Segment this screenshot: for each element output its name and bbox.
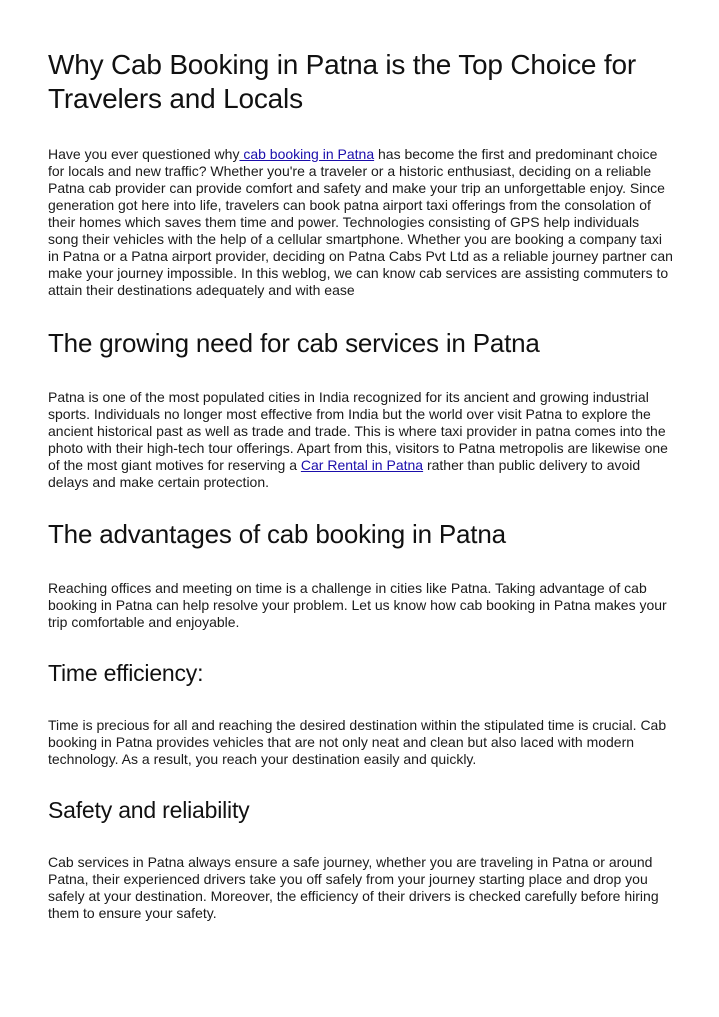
car-rental-link[interactable]: Car Rental in Patna bbox=[300, 457, 424, 473]
intro-paragraph bbox=[48, 146, 673, 299]
section-heading-safety: Safety and reliability bbox=[48, 797, 250, 823]
cab-booking-link[interactable]: cab booking in Patna bbox=[239, 146, 375, 162]
section-heading-growing-need: The growing need for cab services in Patna bbox=[48, 328, 540, 358]
section-heading-advantages: The advantages of cab booking in Patna bbox=[48, 519, 506, 549]
section-heading-time-efficiency: Time efficiency: bbox=[48, 660, 204, 686]
intro-text-after: has become the first and predominant choice for locals and new traffic? Whether you're a traveler or a historic enthusiast, deciding on a reliable Patna cab provider can provide comfort and safety and make your trip an unforgettable enjoy. Since generation got here into life, travelers can book patna airport taxi offerings from the consolation of their homes which saves them time and power. Technologies consisting of GPS help individuals song their vehicles with the help of a cellular smartphone. Whether you are booking a company taxi in Patna or a Patna airport provider, deciding on Patna Cabs Pvt Ltd as a reliable journey partner can make your journey impossible. In this weblog, we can know cab services are assisting commuters to attain their destinations adequately and with ease bbox=[48, 146, 673, 298]
growing-need-paragraph bbox=[48, 389, 673, 491]
growing-need-text-before: Patna is one of the most populated cities in India recognized for its ancient and growing industrial sports. Individuals no longer most effective from India but the world over visit Patna to explore the ancient historical past as well as trade and trade. This is where taxi provider in patna comes into the photo with their high-tech tour offerings. Apart from this, visitors to Patna metropolis are likewise one of the most giant motives for reserving a bbox=[48, 389, 668, 473]
safety-paragraph: Cab services in Patna always ensure a safe journey, whether you are traveling in Patna or around Patna, their experienced drivers take you off safely from your journey starting place and drop you safely at your destination. Moreover, the efficiency of their drivers is checked carefully before hiring them to ensure your safety. bbox=[48, 854, 659, 921]
page-title: Why Cab Booking in Patna is the Top Choice for Travelers and Locals bbox=[48, 49, 636, 114]
intro-text-before: Have you ever questioned why bbox=[48, 146, 240, 162]
time-efficiency-paragraph: Time is precious for all and reaching the desired destination within the stipulated time is crucial. Cab booking in Patna provides vehicles that are not only neat and clean but also laced with modern technology. As a result, you reach your destination easily and quickly. bbox=[48, 717, 667, 767]
growing-need-text-after: rather than public delivery to avoid delays and make certain protection. bbox=[48, 457, 641, 490]
advantages-paragraph: Reaching offices and meeting on time is a challenge in cities like Patna. Taking advantage of cab booking in Patna can help resolve your problem. Let us know how cab booking in Patna makes your trip comfortable and enjoyable. bbox=[48, 580, 667, 630]
